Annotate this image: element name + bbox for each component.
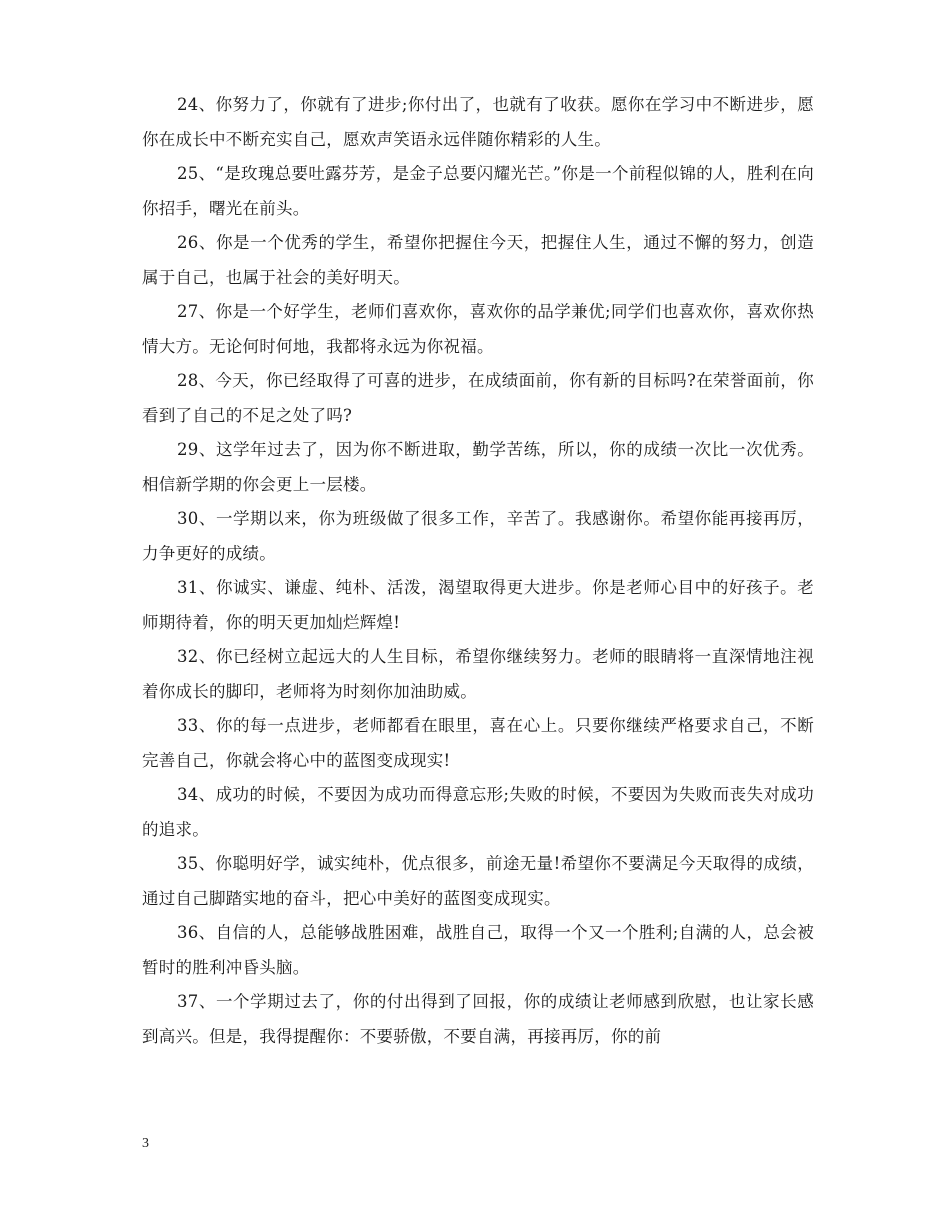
paragraph-34: 34、成功的时候，不要因为成功而得意忘形;失败的时候，不要因为失败而丧失对成功的追求。: [142, 785, 814, 839]
paragraph-26: 26、你是一个优秀的学生，希望你把握住今天，把握住人生，通过不懈的努力，创造属于自己，也属于社会的美好明天。: [142, 233, 814, 287]
paragraph-27: 27、你是一个好学生，老师们喜欢你，喜欢你的品学兼优;同学们也喜欢你，喜欢你热情大方。无论何时何地，我都将永远为你祝福。: [142, 302, 814, 356]
paragraph-35: 35、你聪明好学，诚实纯朴，优点很多，前途无量!希望你不要满足今天取得的成绩，通过自己脚踏实地的奋斗，把心中美好的蓝图变成现实。: [142, 854, 814, 908]
paragraph-31: 31、你诚实、谦虚、纯朴、活泼，渴望取得更大进步。你是老师心目中的好孩子。老师期待着，你的明天更加灿烂辉煌!: [142, 578, 814, 632]
paragraph-29: 29、这学年过去了，因为你不断进取，勤学苦练，所以，你的成绩一次比一次优秀。相信新学期的你会更上一层楼。: [142, 440, 814, 494]
document-body: [142, 88, 814, 1054]
paragraph-25: 25、“是玫瑰总要吐露芬芳，是金子总要闪耀光芒。”你是一个前程似锦的人，胜利在向你招手，曙光在前头。: [142, 164, 814, 218]
paragraph-33: 33、你的每一点进步，老师都看在眼里，喜在心上。只要你继续严格要求自己，不断完善自己，你就会将心中的蓝图变成现实!: [142, 716, 814, 770]
paragraph-37: 37、一个学期过去了，你的付出得到了回报，你的成绩让老师感到欣慰，也让家长感到高兴。但是，我得提醒你：不要骄傲，不要自满，再接再厉，你的前: [142, 992, 814, 1046]
paragraph-36: 36、自信的人，总能够战胜困难，战胜自己，取得一个又一个胜利;自满的人，总会被暂时的胜利冲昏头脑。: [142, 923, 814, 977]
paragraph-30: 30、一学期以来，你为班级做了很多工作，辛苦了。我感谢你。希望你能再接再厉，力争更好的成绩。: [142, 509, 814, 563]
paragraph-24: 24、你努力了，你就有了进步;你付出了，也就有了收获。愿你在学习中不断进步，愿你在成长中不断充实自己，愿欢声笑语永远伴随你精彩的人生。: [142, 95, 814, 149]
paragraph-28: 28、今天，你已经取得了可喜的进步，在成绩面前，你有新的目标吗?在荣誉面前，你看到了自己的不足之处了吗?: [142, 371, 814, 425]
paragraph-32: 32、你已经树立起远大的人生目标，希望你继续努力。老师的眼睛将一直深情地注视着你成长的脚印，老师将为时刻你加油助威。: [142, 647, 814, 701]
page-number: 3: [142, 1136, 149, 1151]
